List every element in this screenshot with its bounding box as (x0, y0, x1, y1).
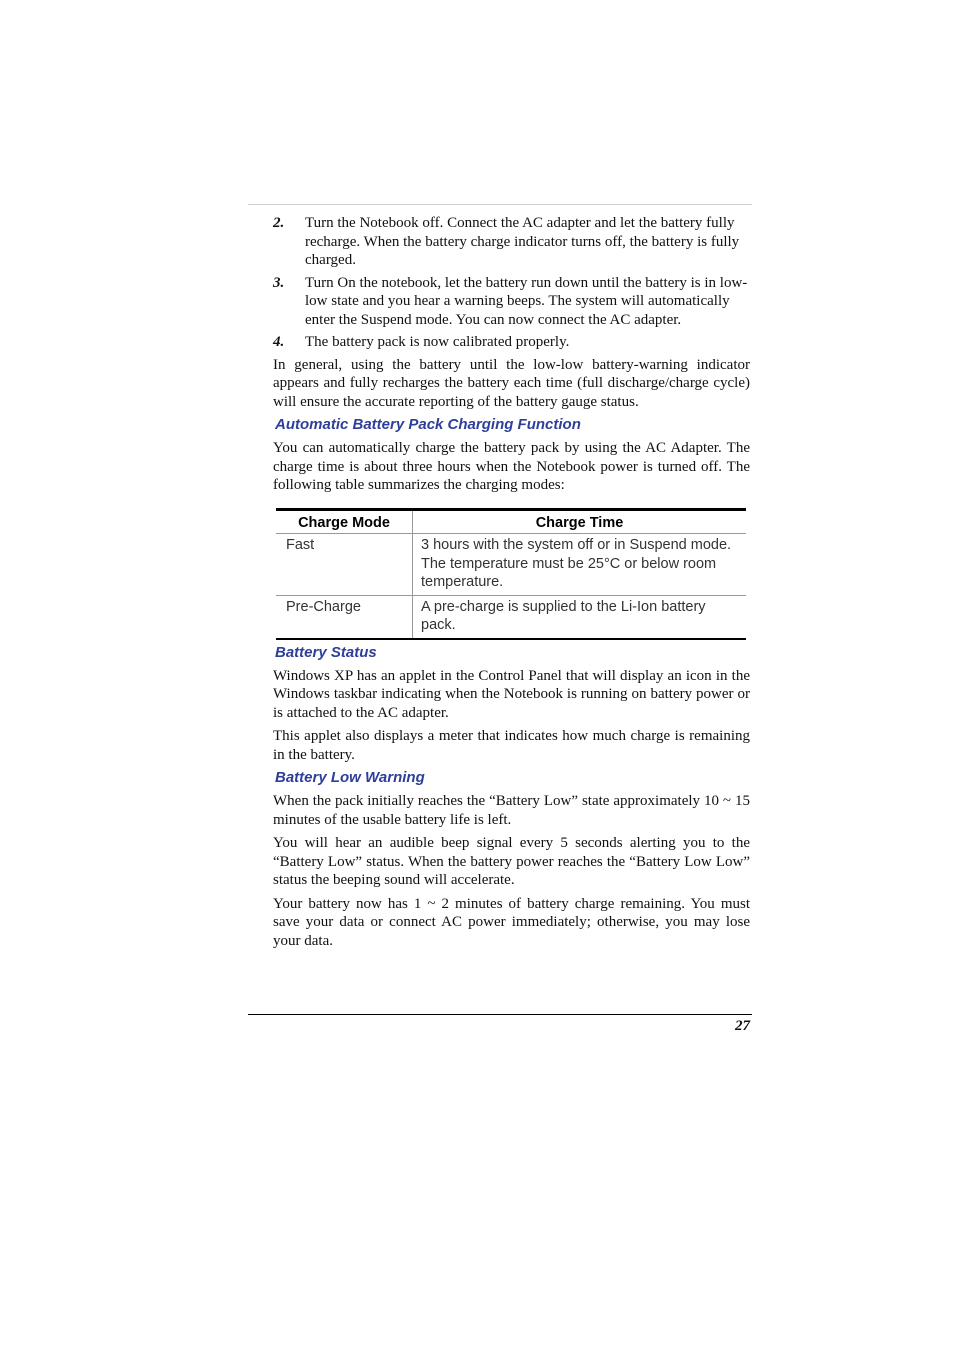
top-rule (248, 204, 752, 205)
battery-low-heading: Battery Low Warning (275, 769, 425, 786)
charge-time-cell: 3 hours with the system off or in Suspend mode. The temperature must be 25°C or below room temperature. (413, 534, 747, 596)
bottom-rule (248, 1014, 752, 1015)
step-number: 4. (273, 334, 285, 350)
column-header-charge-mode: Charge Mode (276, 509, 413, 534)
battery-low-paragraph: Your battery now has 1 ~ 2 minutes of battery charge remaining. You must save your data or connect AC power immediately; otherwise, you may lose your data. (273, 895, 750, 949)
step-number: 3. (273, 274, 285, 291)
step-number: 2. (273, 215, 285, 231)
charge-modes-table (276, 508, 746, 640)
auto-charging-paragraph: You can automatically charge the battery pack by using the AC Adapter. The charge time is about three hours when the Notebook power is turned off. The following table summarizes the charging modes: (273, 440, 750, 493)
battery-status-heading: Battery Status (275, 643, 377, 661)
battery-low-paragraph: You will hear an audible beep signal every 5 seconds alerting you to the “Battery Low” status. When the battery power reaches the “Battery Low Low” status the beeping sound will accelerate. (273, 835, 750, 888)
battery-status-paragraph: Windows XP has an applet in the Control Panel that will display an icon in the Windows taskbar indicating when the Notebook is running on battery power or is attached to the AC adapter. (273, 667, 750, 721)
battery-status-paragraph: This applet also displays a meter that indicates how much charge is remaining in the battery. (273, 728, 750, 763)
table-header-row (276, 509, 746, 534)
table-row (276, 534, 746, 596)
intro-paragraph: In general, using the battery until the low-low battery-warning indicator appears and fully recharges the battery each time (full discharge/charge cycle) will ensure the accurate reporting of the battery gauge status. (273, 356, 750, 410)
step-item (273, 333, 750, 352)
battery-low-paragraph: When the pack initially reaches the “Battery Low” state approximately 10 ~ 15 minutes of the usable battery life is left. (273, 793, 750, 828)
charge-mode-cell: Pre-Charge (276, 595, 413, 639)
auto-charging-heading: Automatic Battery Pack Charging Function (275, 416, 581, 433)
page-content (273, 214, 750, 955)
step-text: Turn the Notebook off. Connect the AC adapter and let the battery fully recharge. When the battery charge indicator turns off, the battery is fully charged. (305, 215, 740, 268)
table-row (276, 595, 746, 639)
charge-time-cell: A pre-charge is supplied to the Li-Ion battery pack. (413, 595, 747, 639)
column-header-charge-time: Charge Time (413, 509, 747, 534)
charge-mode-cell: Fast (276, 534, 413, 596)
step-item (273, 274, 750, 330)
step-text: Turn On the notebook, let the battery run down until the battery is in low-low state and you hear a warning beeps. The system will automatically enter the Suspend mode. You can now connect the AC adapter. (305, 274, 748, 328)
step-item (273, 214, 750, 270)
step-text: The battery pack is now calibrated properly. (305, 334, 570, 350)
page-number: 27 (735, 1018, 750, 1034)
